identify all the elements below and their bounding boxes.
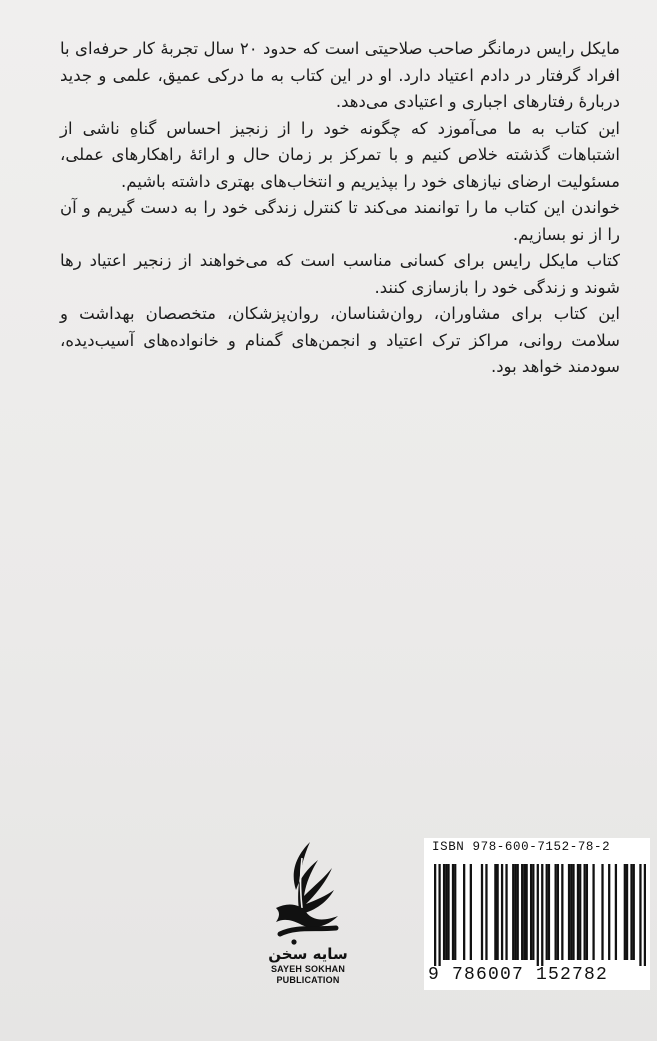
barcode-bar (512, 864, 514, 960)
publisher-logo (248, 838, 368, 988)
barcode-bar (434, 864, 436, 966)
blurb-paragraph-4: کتاب مایکل رایس برای کسانی مناسب است که می‌خواهند از زنجیر اعتیاد رها شوند و زندگی خود را بازسازی کنند. (60, 251, 620, 297)
barcode-bar (532, 864, 534, 960)
barcode-bar (624, 864, 626, 960)
quill-feather-icon (266, 838, 350, 948)
barcode-bar (445, 864, 447, 960)
barcode-bar (615, 864, 617, 960)
barcode-bar (454, 864, 456, 960)
barcode-bar (586, 864, 588, 960)
barcode-bar (546, 864, 548, 960)
barcode-bar (568, 864, 570, 960)
blurb-paragraph-3: خواندن این کتاب ما را توانمند می‌کند تا کنترل زندگی خود را به دست گیریم و آن را از نو بسازیم. (60, 198, 620, 244)
barcode-bar (570, 864, 572, 960)
publisher-name-en-line1: SAYEH SOKHAN (270, 964, 346, 974)
barcode-bar (561, 864, 563, 960)
barcode-bar (572, 864, 574, 960)
barcode-bar (608, 864, 610, 960)
barcode-bar (525, 864, 527, 960)
barcode-bar (530, 864, 532, 960)
barcode-bars (434, 864, 646, 966)
barcode-bar (523, 864, 525, 960)
isbn-barcode-block (424, 838, 650, 990)
barcode-bar (592, 864, 594, 960)
barcode-bar (644, 864, 646, 966)
barcode-bar (443, 864, 445, 960)
barcode-bar (505, 864, 507, 960)
barcode-bar (447, 864, 449, 960)
barcode-bar (537, 864, 539, 966)
barcode-bar (501, 864, 503, 960)
barcode-bar (481, 864, 483, 960)
barcode-bar (485, 864, 487, 960)
blurb-paragraph-5: این کتاب برای مشاوران، روان‌شناسان، روان‌پزشکان، متخصصان بهداشت و سلامت روانی، مراکز ترک اعتیاد و انجمن‌های گمنام و خانواده‌های آسیب‌دیده، سودمند خواهد بود. (60, 304, 620, 376)
barcode-bar (633, 864, 635, 960)
barcode-bar (548, 864, 550, 960)
barcode-bar (639, 864, 641, 966)
barcode-bar (463, 864, 465, 960)
barcode-bar (494, 864, 496, 960)
barcode-bar (438, 864, 440, 966)
barcode-digits: 9 786007 152782 (428, 965, 609, 985)
barcode-bar (514, 864, 516, 960)
isbn-label: ISBN 978-600-7152-78-2 (432, 840, 611, 854)
blurb-paragraph-1: مایکل رایس درمانگر صاحب صلاحیتی است که حدود ۲۰ سال تجربهٔ کار حرفه‌ای با افراد گرفتار در دادم اعتیاد دارد. او در این کتاب به ما درکی عمیق، علمی و جدید دربارهٔ رفتارهای اجباری و اعتیادی می‌دهد. (60, 39, 620, 111)
barcode-bar (626, 864, 628, 960)
barcode-bar (452, 864, 454, 960)
barcode-bar (541, 864, 543, 966)
barcode-bar (630, 864, 632, 960)
barcode-bar (557, 864, 559, 960)
blurb-paragraph-2: این کتاب به ما می‌آموزد که چگونه خود را از زنجیز احساس گناهِ ناشی از اشتباهات گذشته خلاص کنیم و با تمرکز بر زمان حال و ارائهٔ راهکارهای عملی، مسئولیت ارضای نیازهای خود را بپذیریم و انتخاب‌های بهتری داشته باشیم. (60, 118, 620, 191)
publisher-name-en (248, 964, 368, 986)
barcode-bar (470, 864, 472, 960)
publisher-name-en-line2: PUBLICATION (276, 975, 340, 985)
barcode-bar (601, 864, 603, 960)
barcode-bar (555, 864, 557, 960)
barcode-bar (521, 864, 523, 960)
barcode-bar (496, 864, 498, 960)
barcode-bar (579, 864, 581, 960)
barcode-bar (584, 864, 586, 960)
barcode-bar (517, 864, 519, 960)
back-cover-blurb (60, 36, 620, 381)
barcode-bar (577, 864, 579, 960)
publisher-name-fa: سایه سخن (268, 945, 348, 963)
